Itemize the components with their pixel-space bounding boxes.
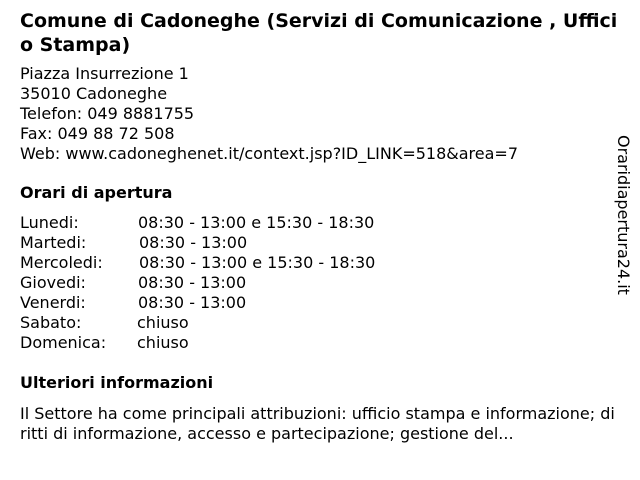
day-label: Giovedi: xyxy=(20,273,86,292)
time-value: 08:30 - 13:00 e 15:30 - 18:30 xyxy=(138,213,375,232)
hours-row-sunday xyxy=(20,333,440,353)
site-watermark xyxy=(611,135,635,311)
watermark-text: Oraridiapertura24.it xyxy=(614,135,633,295)
page-title: Comune di Cadoneghe (Servizi di Comunicazione , Ufficio Stampa) xyxy=(20,10,618,56)
opening-hours-table xyxy=(20,213,440,353)
time-value: chiuso xyxy=(137,313,189,332)
contact-details xyxy=(20,64,518,164)
time-value: 08:30 - 13:00 xyxy=(138,273,247,292)
hours-row-thursday xyxy=(20,273,440,293)
hours-row-saturday xyxy=(20,313,440,333)
phone-number: Telefon: 049 8881755 xyxy=(20,104,195,123)
further-info-text: Il Settore ha come principali attribuzioni: ufficio stampa e informazione; diritti di informazione, accesso e partecipazione; gestione del... xyxy=(20,404,615,443)
time-value: 08:30 - 13:00 xyxy=(138,293,247,312)
day-label: Martedi: xyxy=(20,233,87,252)
fax-number: Fax: 049 88 72 508 xyxy=(20,124,175,143)
hours-row-monday xyxy=(20,213,440,233)
time-value: 08:30 - 13:00 xyxy=(139,233,248,252)
further-info-heading: Ulteriori informazioni xyxy=(20,373,214,392)
website-link: Web: www.cadoneghenet.it/context.jsp?ID_LINK=518&area=7 xyxy=(20,144,518,163)
time-value: chiuso xyxy=(137,333,189,352)
day-label: Sabato: xyxy=(20,313,82,332)
day-label: Lunedi: xyxy=(20,213,79,232)
opening-hours-heading: Orari di apertura xyxy=(20,183,173,202)
hours-row-wednesday xyxy=(20,253,440,273)
hours-row-tuesday xyxy=(20,233,440,253)
day-label: Mercoledi: xyxy=(20,253,103,272)
day-label: Venerdi: xyxy=(20,293,86,312)
street-address: Piazza Insurrezione 1 xyxy=(20,64,189,83)
city-address: 35010 Cadoneghe xyxy=(20,84,168,103)
time-value: 08:30 - 13:00 e 15:30 - 18:30 xyxy=(139,253,376,272)
hours-row-friday xyxy=(20,293,440,313)
day-label: Domenica: xyxy=(20,333,107,352)
